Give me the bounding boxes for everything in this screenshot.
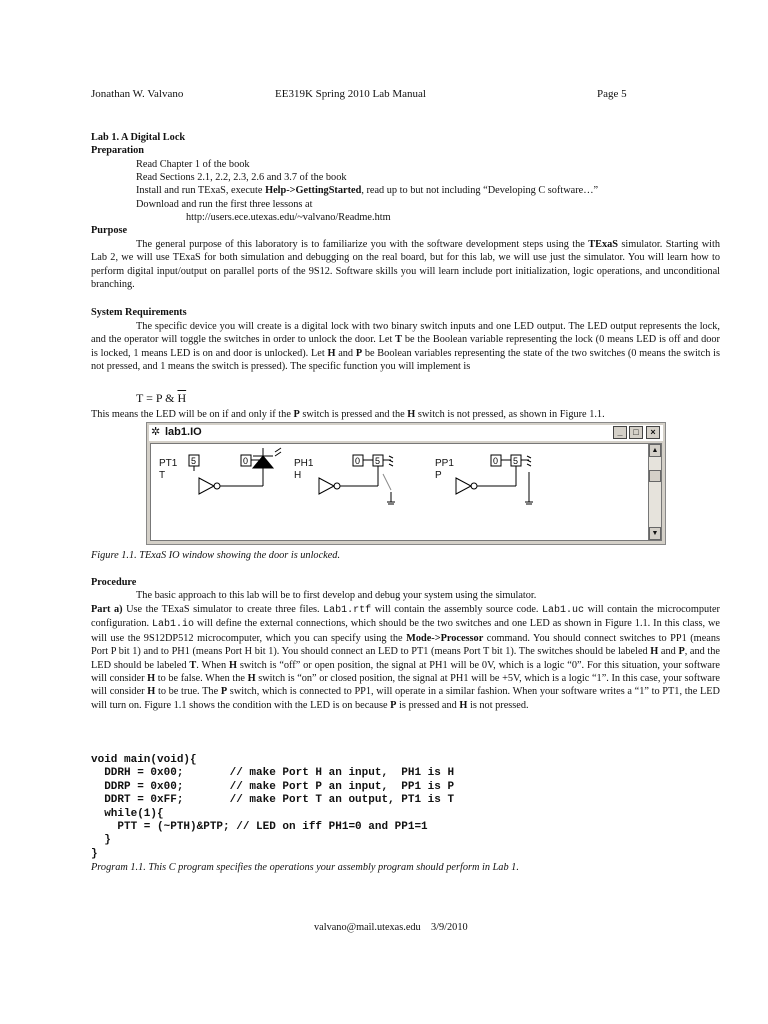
sysreq-paragraph: The specific device you will create is a digital lock with two binary switch inputs and one LED output. The LED output represents the lock, and the operator will toggle the switches in order to unlock the door. Let T be the Boolean variable representing the lock (0 means LED is off and door is locked, 1 means LED is on and door is unlocked). Let H and P be Boolean variables representing the state of the two switches (0 means the switch is not pressed, and 1 means the switch is pressed). The specific function you will implement is [91, 321, 720, 373]
scroll-thumb[interactable] [649, 470, 661, 482]
h-label: H [294, 470, 302, 481]
code-line: DDRT = 0xFF; // make Port T an output, PT1 is T [91, 794, 455, 807]
footer-date: 3/9/2010 [431, 922, 468, 933]
meaning-sentence: This means the LED will be on if and only if the P switch is pressed and the H switch is not pressed, as shown in Figure 1.1. [91, 409, 605, 420]
sysreq-heading: System Requirements [91, 307, 187, 318]
p-label: P [435, 470, 442, 481]
code-line: } [91, 847, 98, 860]
scroll-down-button[interactable]: ▼ [649, 527, 661, 540]
t-zero-value: 0 [243, 456, 249, 466]
lab-title: Lab 1. A Digital Lock [91, 132, 186, 143]
p-zero-value: 0 [493, 456, 499, 466]
code-line: PTT = (~PTH)&PTP; // LED on iff PH1=0 and PP1=1 [91, 821, 428, 834]
header-manual: EE319K Spring 2010 Lab Manual [275, 88, 426, 100]
procedure-intro: The basic approach to this lab will be to first develop and debug your system using the simulator. [136, 590, 537, 601]
header-page: Page 5 [597, 88, 627, 100]
io-pane [150, 443, 649, 541]
procedure-heading: Procedure [91, 577, 137, 588]
led-icon [253, 456, 273, 468]
maximize-button[interactable]: □ [629, 426, 643, 439]
ph1-label: PH1 [294, 458, 314, 469]
prep-line-2: Read Sections 2.1, 2.2, 2.3, 2.6 and 3.7 of the book [136, 172, 347, 183]
h-zero-value: 0 [355, 456, 361, 466]
code-line: DDRH = 0x00; // make Port H an input, PH1 is H [91, 767, 455, 780]
program-caption: Program 1.1. This C program specifies the operations your assembly program should perform in Lab 1. [91, 862, 519, 873]
window-title: lab1.IO [165, 426, 202, 438]
figure-caption: Figure 1.1. TExaS IO window showing the door is unlocked. [91, 550, 341, 561]
logic-equation: T = P & $\overline{H}$ [136, 391, 187, 405]
prep-line-1: Read Chapter 1 of the book [136, 159, 250, 170]
part-a-paragraph: Part a) Use the TExaS simulator to create three files. Lab1.rtf will contain the assembly source code. Lab1.uc will contain the microcomputer configuration. Lab1.io will define the external connections, which should be the two switches and one LED as shown in Figure 1.1. In this class, we will use the 9S12DP512 microcomputer, which you can specify using the Mode->Processor command. You should connect switches to PP1 (means Port P bit 1) and to PH1 (means Port H bit 1). You should connect an LED to PT1 (means Port T bit 1). The switches should be labeled H and P, and the LED should be labeled T. When H switch is “off” or open position, the signal at PH1 will be 0V, which is a logic “0”. For this situation, your software will consider H to be false. When the H switch is “on” or closed position, the signal at PH1 will be +5V, which is a logic “1”. In this case, your software will consider H to be true. The P switch, which is connected to PP1, will operate in a similar fashion. When your software writes a “1” to PT1, the LED will turn on. Figure 1.1 shows the condition with the LED is on because P is pressed and H is not pressed. [91, 604, 721, 711]
close-button[interactable]: × [646, 426, 660, 439]
code-line: while(1){ [91, 807, 164, 820]
t-label: T [159, 470, 166, 481]
t-five-value: 5 [191, 456, 197, 466]
header-author: Jonathan W. Valvano [91, 88, 184, 100]
code-line: DDRP = 0x00; // make Port P an input, PP1 is P [91, 780, 455, 793]
code-line: void main(void){ [91, 754, 197, 766]
p-five-value: 5 [513, 456, 519, 466]
preparation-heading: Preparation [91, 145, 145, 156]
purpose-heading: Purpose [91, 225, 128, 236]
code-block [91, 754, 454, 861]
code-line: } [91, 834, 111, 847]
p-buffer-icon [456, 478, 471, 494]
vertical-scrollbar[interactable] [648, 443, 662, 541]
minimize-button[interactable]: _ [613, 426, 627, 439]
h-overbar: $\overline{H}$ [177, 391, 187, 405]
pt1-label: PT1 [159, 458, 178, 469]
purpose-paragraph: The general purpose of this laboratory is to familiarize you with the software development steps using the TExaS simulator. Starting with Lab 2, we will use TExaS for both simulation and debugging on the real board, but for this lab, we will use just the simulator. You will learn how to perform digital input/output on parallel ports of the 9S12. Software skills you will learn include port initialization, logic operations, and unconditional branching. [91, 239, 720, 291]
window-titlebar[interactable] [149, 425, 663, 441]
h-switch-open [383, 474, 391, 490]
h-five-value: 5 [375, 456, 381, 466]
prep-line-3: Install and run TExaS, execute Help->GettingStarted, read up to but not including “Developing C software…” [136, 185, 599, 196]
pp1-label: PP1 [435, 458, 454, 469]
io-schematic [151, 444, 648, 540]
h-buffer-icon [319, 478, 334, 494]
texas-io-window [146, 422, 666, 545]
readme-link[interactable]: http://users.ece.utexas.edu/~valvano/Readme.htm [186, 212, 391, 223]
footer-email[interactable]: valvano@mail.utexas.edu [314, 922, 421, 933]
scroll-up-button[interactable]: ▲ [649, 444, 661, 457]
app-icon: ✲ [151, 426, 161, 438]
prep-line-4: Download and run the first three lessons at [136, 199, 313, 210]
t-buffer-icon [199, 478, 214, 494]
